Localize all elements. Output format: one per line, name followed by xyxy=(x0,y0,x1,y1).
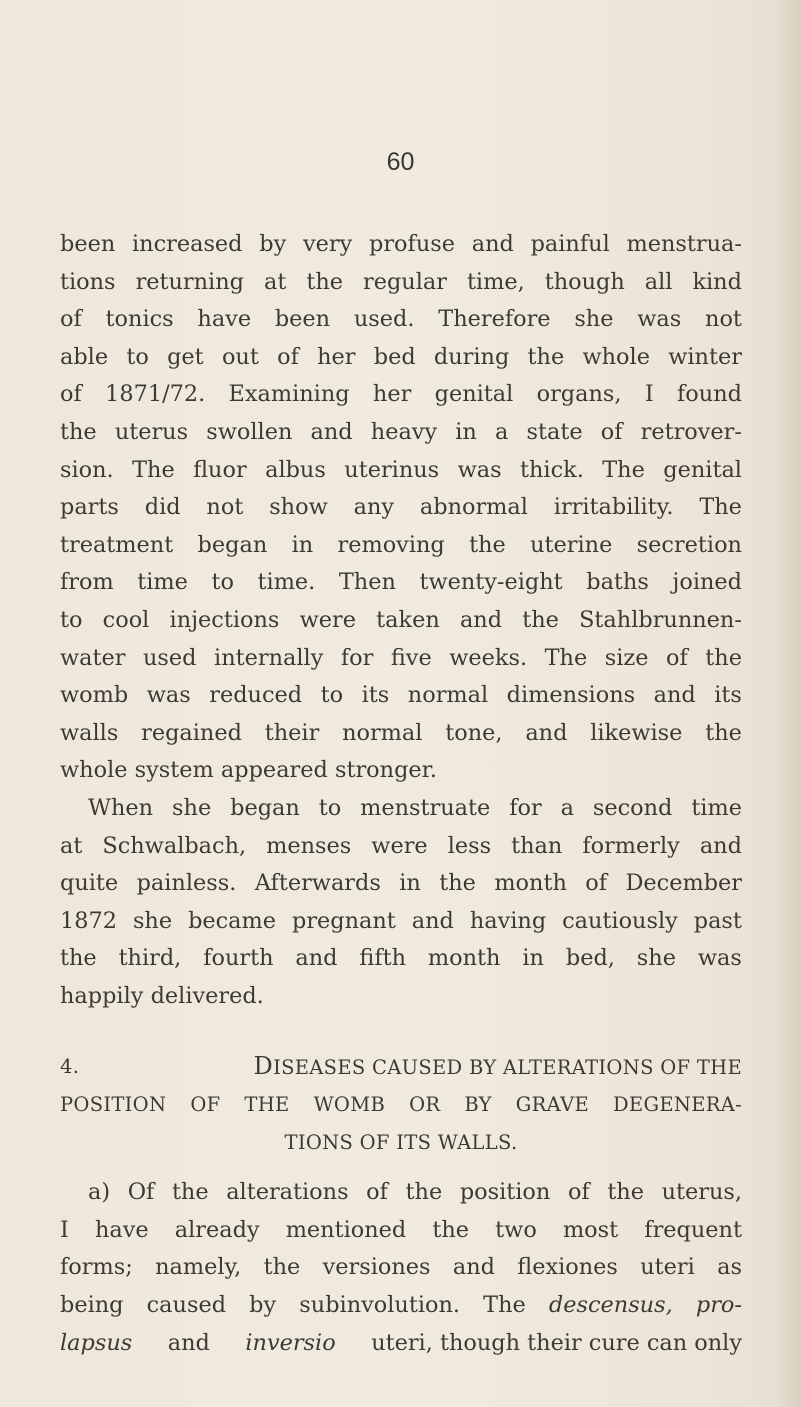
word: thick. xyxy=(520,456,584,483)
word: GRAVE xyxy=(515,1093,589,1117)
paragraph-line xyxy=(60,301,742,339)
word: as xyxy=(717,1254,742,1281)
word: uterinus xyxy=(344,456,440,483)
word: by xyxy=(259,231,287,257)
word: The xyxy=(699,494,742,521)
word: time, xyxy=(466,268,525,295)
word: by xyxy=(249,1292,277,1319)
paragraph-line xyxy=(60,1325,742,1363)
word: injections xyxy=(169,606,280,633)
word: frequent xyxy=(644,1216,742,1243)
word: to xyxy=(318,794,342,821)
word: WOMB xyxy=(313,1093,386,1117)
word: the xyxy=(60,418,97,445)
word: likewise xyxy=(590,719,683,746)
word: the xyxy=(405,1179,443,1206)
word: tone, xyxy=(445,719,503,746)
word: have xyxy=(197,306,252,333)
word: was xyxy=(637,306,682,333)
word: organs, xyxy=(536,381,622,408)
page-edge-shadow xyxy=(773,0,801,1407)
word: and xyxy=(452,1254,495,1281)
word: cautiously xyxy=(562,907,678,934)
word: kind xyxy=(692,268,742,295)
word: third, xyxy=(118,945,182,972)
word: whole xyxy=(60,757,128,784)
word: the xyxy=(469,531,506,558)
word: happily xyxy=(60,982,144,1009)
word: of xyxy=(60,306,82,333)
paragraph-line xyxy=(60,264,742,302)
paragraphs xyxy=(60,226,742,1015)
word: DEGENERA- xyxy=(612,1093,742,1117)
final-paragraph xyxy=(60,1174,742,1287)
word: any xyxy=(353,494,395,521)
word: retrover- xyxy=(640,418,742,445)
word: abnormal xyxy=(419,494,528,521)
word: Of xyxy=(127,1179,155,1206)
word: cool xyxy=(102,606,150,633)
italic-term: pro- xyxy=(695,1292,742,1319)
word: the xyxy=(705,719,742,746)
word: POSITION xyxy=(60,1093,167,1117)
word: the xyxy=(607,1179,644,1206)
word: twenty-eight xyxy=(419,569,563,596)
word: pregnant xyxy=(291,907,396,934)
word: Examining xyxy=(228,381,350,408)
word: subinvolution. xyxy=(299,1292,461,1319)
italic-term: descensus, xyxy=(548,1292,673,1319)
word: water xyxy=(60,644,126,671)
word: Stahlbrunnen- xyxy=(579,606,742,633)
word: of xyxy=(366,1179,388,1206)
word: though xyxy=(544,268,625,295)
word: THE xyxy=(244,1093,290,1117)
word: and xyxy=(525,719,568,746)
paragraph-line xyxy=(60,602,742,640)
word: all xyxy=(644,268,673,295)
word: formerly xyxy=(582,832,680,859)
word: internally xyxy=(214,644,324,671)
word: uterus, xyxy=(661,1179,742,1206)
word: were xyxy=(371,832,428,859)
word: I xyxy=(60,1216,69,1243)
word: uterus xyxy=(114,418,189,445)
word: I xyxy=(644,381,654,408)
word: The xyxy=(544,644,588,671)
word: heavy xyxy=(370,418,438,445)
word: for xyxy=(509,794,542,821)
word: delivered. xyxy=(150,982,264,1009)
word: caused xyxy=(146,1292,227,1319)
paragraph-line xyxy=(60,752,742,790)
paragraph-line xyxy=(60,715,742,753)
word: was xyxy=(146,682,191,709)
word: parts xyxy=(60,494,119,521)
paragraph-line xyxy=(60,452,742,490)
word: The xyxy=(483,1292,526,1319)
word: genital xyxy=(663,456,742,483)
word: from xyxy=(60,569,114,596)
word: tions xyxy=(60,268,116,295)
word: a xyxy=(560,794,574,821)
word: bed, xyxy=(565,945,615,972)
heading-initial: D xyxy=(253,1052,274,1081)
word: whole xyxy=(582,343,650,370)
word: get xyxy=(167,343,204,370)
word: were xyxy=(299,606,356,633)
word: in xyxy=(455,418,477,445)
word: 1871/72. xyxy=(105,381,206,408)
word: very xyxy=(303,231,353,257)
paragraph-line xyxy=(60,226,742,264)
heading-line-1 xyxy=(60,1048,742,1086)
word: in xyxy=(291,531,314,558)
word: the xyxy=(522,606,559,633)
word: been xyxy=(274,306,331,333)
word: she xyxy=(172,794,212,821)
word: and xyxy=(411,907,454,934)
word: winter xyxy=(668,343,742,370)
word: at xyxy=(60,832,83,859)
paragraph-line xyxy=(60,1212,742,1250)
word: namely, xyxy=(155,1254,242,1281)
word: increased xyxy=(132,231,243,257)
word: two xyxy=(495,1216,537,1243)
word: versiones xyxy=(322,1254,431,1281)
word: of xyxy=(277,343,299,370)
word: uterine xyxy=(530,531,613,558)
word: their xyxy=(264,719,320,746)
word: her xyxy=(372,381,412,408)
section-heading xyxy=(60,1048,742,1161)
word: its xyxy=(361,682,390,709)
word: the xyxy=(705,644,742,671)
word: and xyxy=(310,418,353,445)
word: and xyxy=(295,945,338,972)
word: flexiones xyxy=(517,1254,618,1281)
paragraph-line xyxy=(60,677,742,715)
word: baths xyxy=(586,569,649,596)
word: already xyxy=(174,1216,260,1243)
heading-line-2 xyxy=(60,1086,742,1124)
paragraph-line xyxy=(60,1174,742,1212)
word: a) xyxy=(88,1179,111,1206)
italic-term: lapsus xyxy=(60,1329,133,1356)
word: she xyxy=(636,945,676,972)
paragraph-line xyxy=(60,376,742,414)
word: to xyxy=(126,343,149,370)
word: and xyxy=(653,682,696,709)
paragraph-line xyxy=(60,489,742,527)
heading-line-1-rest: ISEASES CAUSED BY ALTERATIONS OF THE xyxy=(273,1056,742,1080)
word: returning xyxy=(135,268,244,295)
word: genital xyxy=(434,381,514,408)
word: to xyxy=(320,682,344,709)
word: show xyxy=(269,494,328,521)
word: the xyxy=(171,1179,209,1206)
word: her xyxy=(317,343,356,370)
word: fluor xyxy=(193,456,247,483)
word: time xyxy=(137,569,188,596)
word: profuse xyxy=(369,231,455,257)
word: weeks. xyxy=(449,644,528,671)
word: dimensions xyxy=(506,682,636,709)
word: Then xyxy=(338,569,396,596)
word: size xyxy=(604,644,649,671)
heading-line-1-text xyxy=(254,1048,742,1086)
word: The xyxy=(132,456,175,483)
word: menses xyxy=(266,832,352,859)
word: state xyxy=(526,418,583,445)
paragraph-line xyxy=(60,339,742,377)
word: she xyxy=(132,907,173,934)
word: tonics xyxy=(105,306,174,333)
word: system xyxy=(134,757,214,784)
word: began xyxy=(197,531,268,558)
word: menstruate xyxy=(360,794,491,821)
word: regular xyxy=(363,268,447,295)
word: womb xyxy=(60,682,129,709)
word: and xyxy=(167,1329,210,1356)
word: the xyxy=(263,1254,301,1281)
paragraph-line xyxy=(60,903,742,941)
heading-line-3-text: TIONS OF ITS WALLS. xyxy=(284,1130,518,1154)
word: was xyxy=(697,945,742,972)
word: less xyxy=(447,832,492,859)
paragraph-line xyxy=(60,1249,742,1287)
word: OF xyxy=(190,1093,221,1117)
word: Therefore xyxy=(438,306,551,333)
word: joined xyxy=(672,569,742,596)
word: albus xyxy=(265,456,326,483)
word: taken xyxy=(376,606,440,633)
word: treatment xyxy=(60,531,174,558)
word: position xyxy=(459,1179,551,1206)
paragraph-line xyxy=(60,940,742,978)
word: appeared xyxy=(220,757,328,784)
word: removing xyxy=(337,531,445,558)
word: 1872 xyxy=(60,907,117,934)
paragraph-line xyxy=(60,865,742,903)
word: walls xyxy=(60,719,119,746)
word: became xyxy=(188,907,277,934)
heading-number: 4. xyxy=(60,1055,80,1079)
word: The xyxy=(602,456,645,483)
page-number: 60 xyxy=(386,148,415,176)
word: painless. xyxy=(136,870,237,897)
word: sion. xyxy=(60,456,114,483)
word: began xyxy=(230,794,300,821)
word: painful xyxy=(530,231,610,257)
word: reduced xyxy=(209,682,303,709)
word: and xyxy=(699,832,742,859)
word: OR xyxy=(409,1093,441,1117)
word: for xyxy=(340,644,374,671)
word: swollen xyxy=(206,418,293,445)
word: the xyxy=(306,268,344,295)
word: to xyxy=(60,606,83,633)
word: uteri xyxy=(640,1254,695,1281)
word: mentioned xyxy=(285,1216,407,1243)
word: was xyxy=(457,456,502,483)
word: normal xyxy=(407,682,489,709)
word: the xyxy=(527,343,565,370)
word: having xyxy=(469,907,547,934)
word: secretion xyxy=(636,531,742,558)
word: normal xyxy=(342,719,423,746)
paragraph-line xyxy=(60,414,742,452)
word: month xyxy=(427,945,501,972)
word: menstrua- xyxy=(626,231,742,257)
word: and xyxy=(459,606,503,633)
word: time xyxy=(691,794,742,821)
word: during xyxy=(433,343,510,370)
word: stronger. xyxy=(334,757,438,784)
word: of xyxy=(567,1179,590,1206)
word: not xyxy=(206,494,244,521)
word: second xyxy=(592,794,673,821)
word: in xyxy=(522,945,544,972)
word: bed xyxy=(373,343,416,370)
word: fourth xyxy=(203,945,274,972)
word: its xyxy=(714,682,742,709)
paragraph-line xyxy=(60,978,742,1016)
paragraph-line xyxy=(60,527,742,565)
italic-term: inversio xyxy=(245,1329,336,1356)
word: and xyxy=(471,231,514,257)
word: found xyxy=(677,381,742,408)
word: at xyxy=(263,268,287,295)
word: regained xyxy=(141,719,242,746)
word: past xyxy=(693,907,742,934)
word: most xyxy=(562,1216,619,1243)
paragraph-line xyxy=(60,790,742,828)
word: alterations xyxy=(226,1179,349,1206)
word: When xyxy=(88,794,154,821)
word: out xyxy=(221,343,259,370)
word: the xyxy=(432,1216,470,1243)
word: in xyxy=(399,870,421,897)
word: quite xyxy=(60,870,119,897)
line-text: uteri, though their cure can only xyxy=(371,1329,742,1356)
word: being xyxy=(60,1292,124,1319)
paragraph-line xyxy=(60,1287,742,1325)
word: than xyxy=(511,832,563,859)
word: did xyxy=(144,494,181,521)
word: to xyxy=(211,569,234,596)
word: Afterwards xyxy=(254,870,381,897)
word: the xyxy=(439,870,476,897)
word: of xyxy=(585,870,608,897)
word: have xyxy=(94,1216,149,1243)
word: BY xyxy=(464,1093,492,1117)
word: December xyxy=(625,870,742,897)
paragraph-line xyxy=(60,564,742,602)
word: a xyxy=(494,418,509,445)
word: of xyxy=(60,381,82,408)
word: not xyxy=(705,306,742,333)
word: of xyxy=(665,644,688,671)
paragraph-line xyxy=(60,828,742,866)
word: five xyxy=(390,644,432,671)
word: fifth xyxy=(359,945,407,972)
word: she xyxy=(574,306,614,333)
body-text xyxy=(60,226,742,1362)
word: been xyxy=(60,231,116,257)
word: used xyxy=(143,644,197,671)
word: Schwalbach, xyxy=(102,832,247,859)
word: month xyxy=(494,870,567,897)
word: time. xyxy=(257,569,316,596)
paragraph-line xyxy=(60,640,742,678)
word: irritability. xyxy=(553,494,674,521)
word: able xyxy=(60,343,109,370)
word: used. xyxy=(353,306,415,333)
word: the xyxy=(60,945,97,972)
word: of xyxy=(600,418,623,445)
heading-line-3 xyxy=(60,1124,742,1162)
word: forms; xyxy=(60,1254,133,1281)
